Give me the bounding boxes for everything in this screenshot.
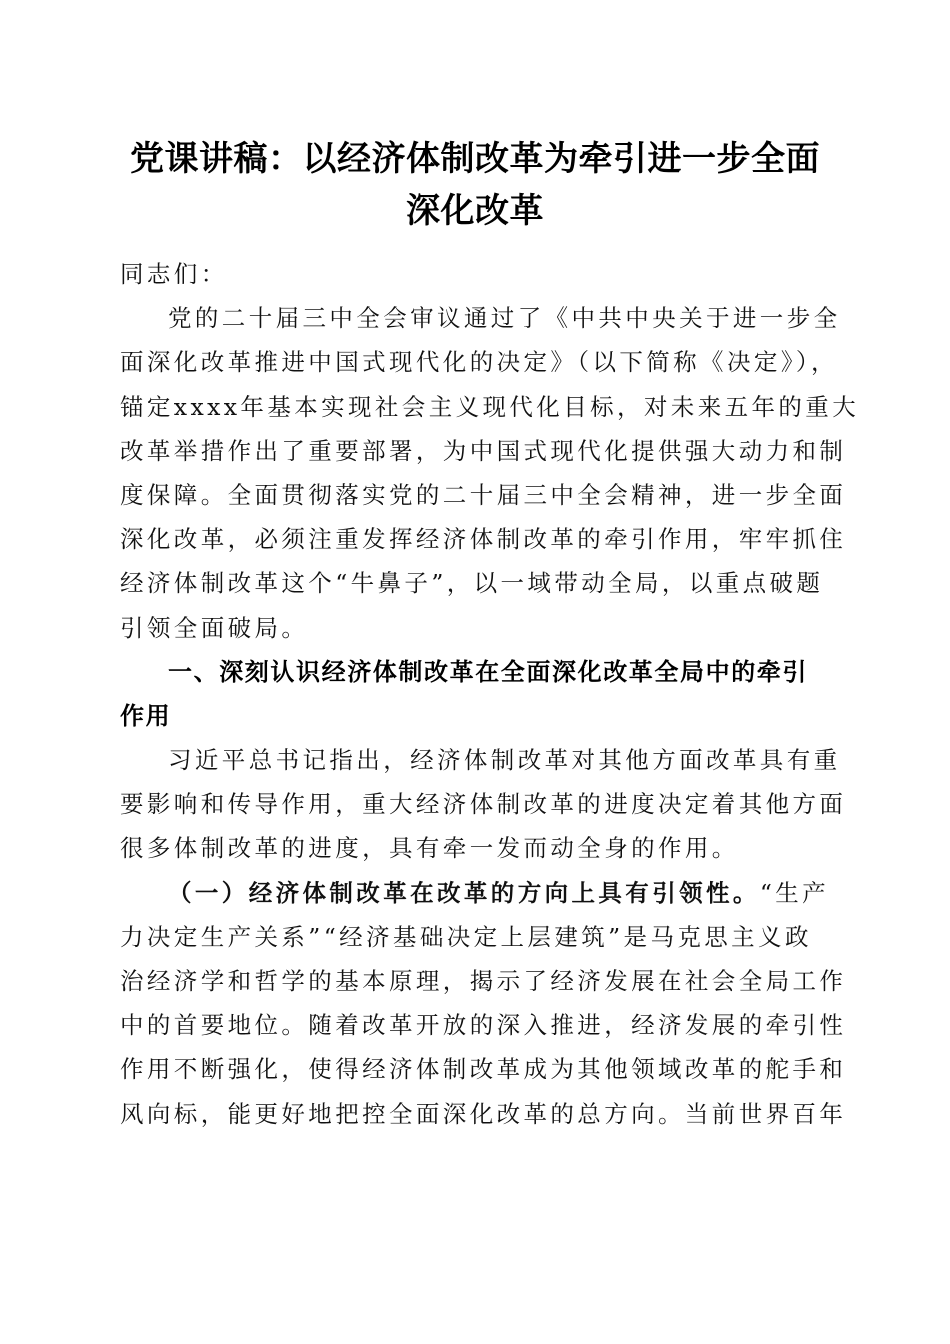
subsection-first-line bbox=[120, 871, 830, 915]
document-body bbox=[120, 252, 860, 1136]
paragraph-line: 锚定xxxx年基本实现社会主义现代化目标，对未来五年的重大 bbox=[120, 392, 860, 421]
section-heading-line: 一、深刻认识经济体制改革在全面深化改革全局中的牵引 bbox=[168, 657, 808, 686]
paragraph-line: 很多体制改革的进度，具有牵一发而动全身的作用。 bbox=[120, 834, 739, 863]
paragraph-line: 治经济学和哲学的基本原理，揭示了经济发展在社会全局工作 bbox=[120, 967, 847, 995]
paragraph-line: 面深化改革推进中国式现代化的决定》（以下简称《决定》）， bbox=[120, 348, 838, 377]
title-line-2: 深化改革 bbox=[406, 191, 544, 231]
paragraph-line: 度保障。全面贯彻落实党的二十届三中全会精神，进一步全面 bbox=[120, 480, 847, 509]
paragraph-line: 习近平总书记指出，经济体制改革对其他方面改革具有重 bbox=[168, 746, 841, 775]
section-1-heading bbox=[120, 650, 825, 738]
paragraph-line: 作用不断强化，使得经济体制改革成为其他领域改革的舵手和 bbox=[120, 1055, 847, 1084]
subsection-1 bbox=[120, 871, 847, 1136]
paragraph-line: 深化改革，必须注重发挥经济体制改革的牵引作用，牢牢抓住 bbox=[120, 525, 847, 554]
paragraph-line: 经济体制改革这个“牛鼻子”，以一域带动全局，以重点破题 bbox=[120, 569, 824, 598]
paragraph-line: 引领全面破局。 bbox=[120, 613, 309, 642]
paragraph-line: 力决定生产关系”“经济基础决定上层建筑”是马克思主义政 bbox=[120, 922, 812, 951]
title-line-1: 党课讲稿：以经济体制改革为牵引进一步全面 bbox=[130, 139, 820, 179]
paragraph-line: 中的首要地位。随着改革开放的深入推进，经济发展的牵引性 bbox=[120, 1011, 847, 1040]
paragraph-line: 风向标，能更好地把控全面深化改革的总方向。当前世界百年 bbox=[120, 1099, 847, 1128]
paragraph-2 bbox=[120, 738, 847, 871]
subsection-label: （一）经济体制改革在改革的方向上具有引领性。 bbox=[168, 878, 760, 907]
section-heading-line: 作用 bbox=[120, 701, 172, 730]
paragraph-line: 要影响和传导作用，重大经济体制改革的进度决定着其他方面 bbox=[120, 790, 847, 819]
subsection-text: “生产 bbox=[759, 878, 830, 907]
paragraph-line: 党的二十届三中全会审议通过了《中共中央关于进一步全 bbox=[168, 304, 841, 333]
greeting: 同志们： bbox=[120, 260, 228, 288]
paragraph-line: 改革举措作出了重要部署，为中国式现代化提供强大动力和制 bbox=[120, 436, 847, 465]
page-title bbox=[100, 133, 850, 237]
paragraph-1 bbox=[120, 296, 860, 650]
